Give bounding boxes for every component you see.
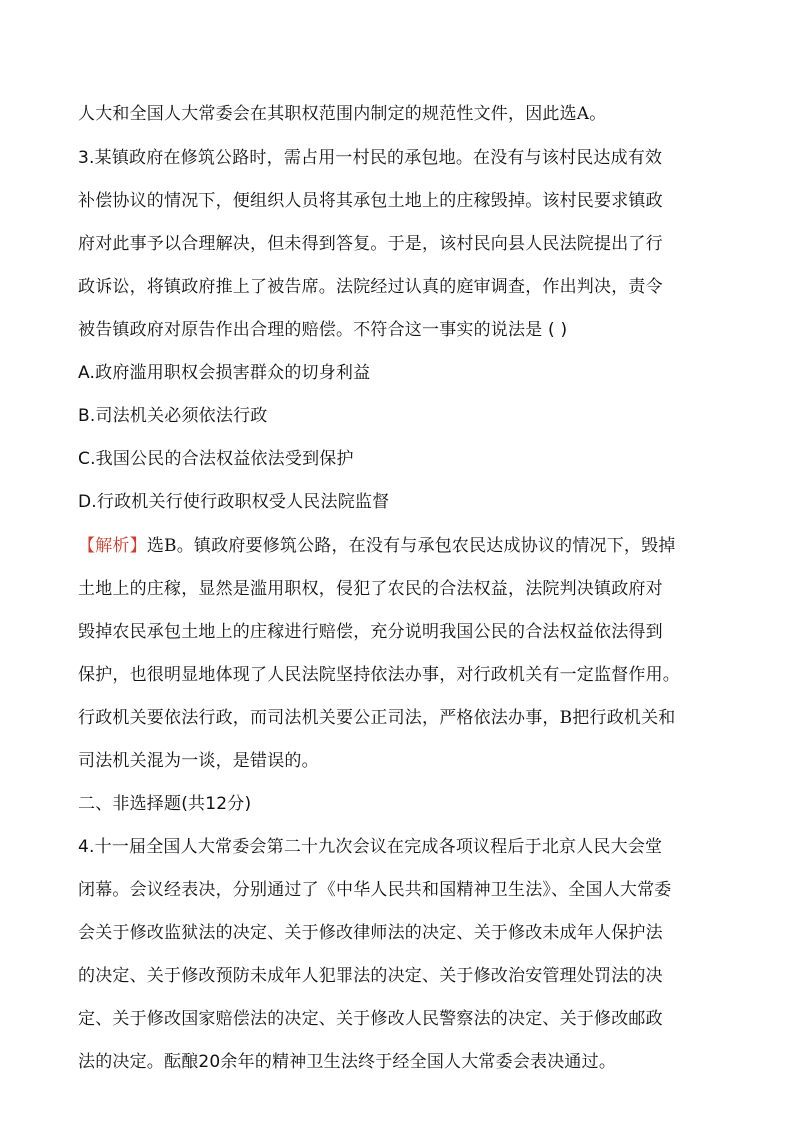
question4-line-6: 法的决定。酝酿20余年的精神卫生法终于经全国人大常委会表决通过。 xyxy=(78,1052,617,1072)
explanation-line-3: 毁掉农民承包土地上的庄稼进行赔偿，充分说明我国公民的合法权益依法得到 xyxy=(78,622,663,642)
option-d: D.行政机关行使行政职权受人民法院监督 xyxy=(78,492,390,512)
section2-heading: 二、非选择题(共12分) xyxy=(78,794,252,814)
prev-answer-line: 人大和全国人大常委会在其职权范围内制定的规范性文件，因此选A。 xyxy=(78,104,607,124)
explanation-text: 选B。镇政府要修筑公路，在没有与承包农民达成协议的情况下，毁掉 xyxy=(146,536,676,556)
question4-line-5: 定、关于修改国家赔偿法的决定、关于修改人民警察法的决定、关于修改邮政 xyxy=(78,1009,663,1029)
explanation-line-2: 土地上的庄稼，显然是滥用职权，侵犯了农民的合法权益，法院判决镇政府对 xyxy=(78,579,663,599)
option-b: B.司法机关必须依法行政 xyxy=(78,406,268,426)
question3-line-5: 被告镇政府对原告作出合理的赔偿。不符合这一事实的说法是 ( ) xyxy=(78,320,568,340)
question3-line-4: 政诉讼，将镇政府推上了被告席。法院经过认真的庭审调查，作出判决，责令 xyxy=(78,277,663,297)
question4-line-2: 闭幕。会议经表决，分别通过了《中华人民共和国精神卫生法》、全国人大常委 xyxy=(78,880,672,900)
option-a: A.政府滥用职权会损害群众的切身利益 xyxy=(78,363,371,383)
question4-line-1: 4.十一届全国人大常委会第二十九次会议在完成各项议程后于北京人民大会堂 xyxy=(78,837,663,857)
explanation-tag: 【解析】 xyxy=(78,536,147,556)
question3-line-3: 府对此事予以合理解决，但未得到答复。于是，该村民向县人民法院提出了行 xyxy=(78,234,663,254)
option-c: C.我国公民的合法权益依法受到保护 xyxy=(78,449,354,469)
explanation-line-6: 司法机关混为一谈，是错误的。 xyxy=(78,751,319,771)
question3-line-2: 补偿协议的情况下，便组织人员将其承包土地上的庄稼毁掉。该村民要求镇政 xyxy=(78,191,663,211)
question4-line-4: 的决定、关于修改预防未成年人犯罪法的决定、关于修改治安管理处罚法的决 xyxy=(78,966,663,986)
question4-line-3: 会关于修改监狱法的决定、关于修改律师法的决定、关于修改未成年人保护法 xyxy=(78,923,663,943)
explanation-line-5: 行政机关要依法行政，而司法机关要公正司法，严格依法办事，B把行政机关和 xyxy=(78,708,676,728)
question3-line-1: 3.某镇政府在修筑公路时，需占用一村民的承包地。在没有与该村民达成有效 xyxy=(78,148,663,168)
explanation-line-1 xyxy=(78,535,728,557)
explanation-line-4: 保护，也很明显地体现了人民法院坚持依法办事，对行政机关有一定监督作用。 xyxy=(78,665,680,685)
